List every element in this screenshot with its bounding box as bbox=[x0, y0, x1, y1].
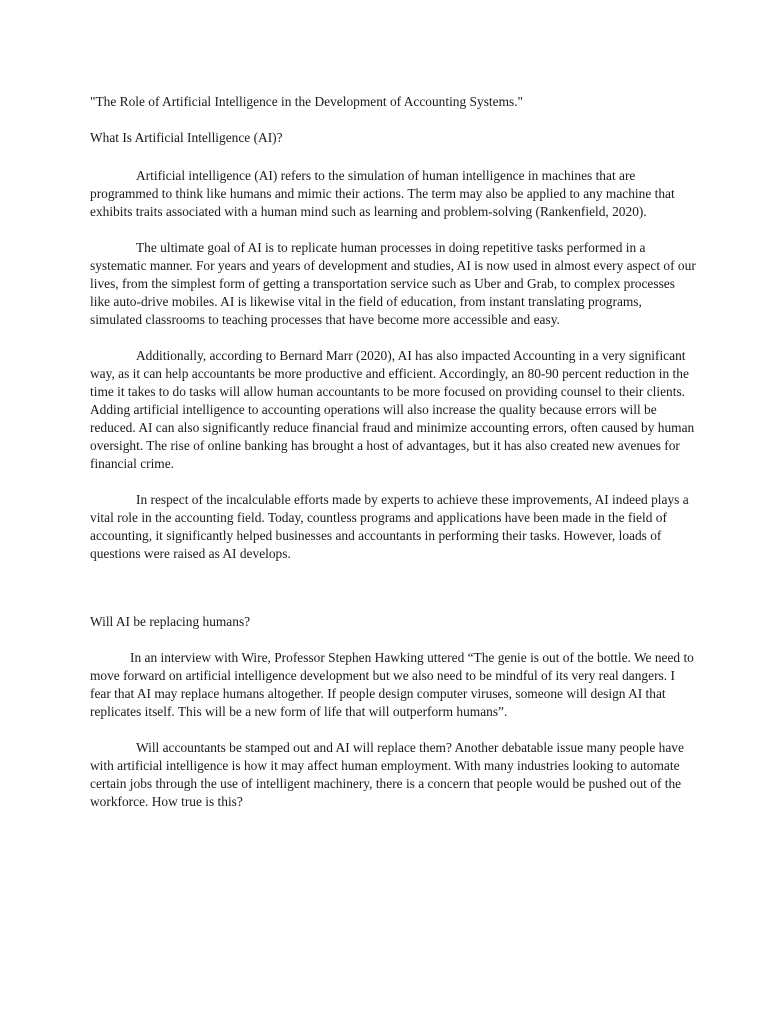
section-heading-replacing-humans: Will AI be replacing humans? bbox=[90, 614, 251, 629]
paragraph: In respect of the incalculable efforts made by experts to achieve these improvements, AI indeed plays a vital role in the accounting field. Today, countless programs and applications have been made in the field of accounting, it significantly helped businesses and accountants in performing their tasks. However, loads of questions were raised as AI develops. bbox=[90, 492, 689, 561]
paragraph: Will accountants be stamped out and AI will replace them? Another debatable issue many people have with artificial intelligence is how it may affect human employment. With many industries looking to automate certain jobs through the use of intelligent machinery, there is a concern that people would be pushed out of the workforce. How true is this? bbox=[90, 740, 684, 809]
paragraph: Artificial intelligence (AI) refers to the simulation of human intelligence in machines that are programmed to think like humans and mimic their actions. The term may also be applied to any machine that exhibits traits associated with a human mind such as learning and problem-solving (Rankenfield, 2020). bbox=[90, 168, 675, 219]
section-heading-what-is-ai: What Is Artificial Intelligence (AI)? bbox=[90, 130, 283, 145]
paragraph: In an interview with Wire, Professor Stephen Hawking uttered “The genie is out of the bottle. We need to move forward on artificial intelligence development but we also need to be mindful of its very real dangers. I fear that AI may replace humans altogether. If people design computer viruses, someone will design AI that replicates itself. This will be a new form of life that will outperform humans”. bbox=[90, 650, 694, 719]
paragraph: Additionally, according to Bernard Marr (2020), AI has also impacted Accounting in a very significant way, as it can help accountants be more productive and efficient. Accordingly, an 80-90 percent reduction in the time it takes to do tasks will allow human accountants to be more focused on providing counsel to their clients. Adding artificial intelligence to accounting operations will also increase the quality because errors will be reduced. AI can also significantly reduce financial fraud and minimize accounting errors, often caused by human oversight. The rise of online banking has brought a host of advantages, but it has also created new avenues for financial crime. bbox=[90, 348, 695, 471]
paragraph: The ultimate goal of AI is to replicate human processes in doing repetitive tasks performed in a systematic manner. For years and years of development and studies, AI is now used in almost every aspect of our lives, from the simplest form of getting a transportation service such as Uber and Grab, to complex processes like auto-drive mobiles. AI is likewise vital in the field of education, from instant translating programs, simulated classrooms to teaching processes that have become more accessible and easy. bbox=[90, 240, 696, 327]
document-title: "The Role of Artificial Intelligence in the Development of Accounting Systems." bbox=[90, 94, 524, 109]
